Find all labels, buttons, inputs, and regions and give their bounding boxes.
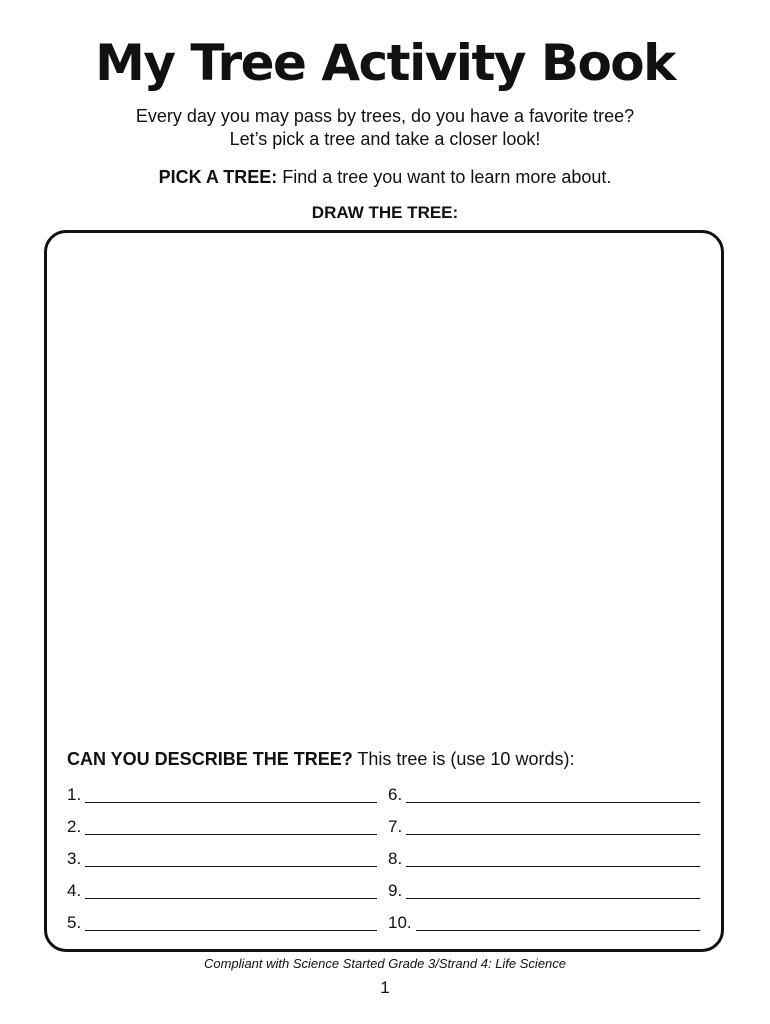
describe-label: CAN YOU DESCRIBE THE TREE? bbox=[67, 749, 353, 769]
answer-line bbox=[85, 801, 377, 803]
answer-field-4[interactable] bbox=[67, 879, 377, 901]
answer-number: 5. bbox=[67, 913, 82, 932]
answer-number: 3. bbox=[67, 849, 82, 868]
answer-line bbox=[85, 897, 377, 899]
pick-a-tree-instruction bbox=[0, 166, 770, 189]
answer-line bbox=[406, 865, 700, 867]
answer-line bbox=[406, 833, 700, 835]
answer-field-1[interactable] bbox=[67, 783, 377, 805]
answer-number: 4. bbox=[67, 881, 82, 900]
answer-number: 6. bbox=[388, 785, 403, 804]
draw-the-tree-label: DRAW THE TREE: bbox=[311, 203, 459, 222]
answer-field-6[interactable] bbox=[388, 783, 700, 805]
intro-line-1: Every day you may pass by trees, do you have a favorite tree? bbox=[135, 106, 635, 126]
answer-number: 8. bbox=[388, 849, 403, 868]
answer-line bbox=[416, 929, 700, 931]
answer-field-10[interactable] bbox=[388, 911, 700, 933]
describe-the-tree-prompt bbox=[67, 748, 574, 771]
answer-number: 1. bbox=[67, 785, 82, 804]
answer-field-9[interactable] bbox=[388, 879, 700, 901]
compliance-note: Compliant with Science Started Grade 3/Strand 4: Life Science bbox=[203, 956, 567, 971]
answer-number: 9. bbox=[388, 881, 403, 900]
answer-field-2[interactable] bbox=[67, 815, 377, 837]
answer-line bbox=[85, 865, 377, 867]
pick-a-tree-label: PICK A TREE: bbox=[158, 167, 278, 187]
answer-line bbox=[406, 801, 700, 803]
answer-field-5[interactable] bbox=[67, 911, 377, 933]
answer-number: 10. bbox=[388, 913, 412, 932]
pick-a-tree-text: Find a tree you want to learn more about. bbox=[277, 167, 612, 187]
answer-number: 7. bbox=[388, 817, 403, 836]
page-title: My Tree Activity Book bbox=[95, 34, 675, 92]
intro-line-2: Let’s pick a tree and take a closer look! bbox=[229, 129, 541, 149]
drawing-area[interactable] bbox=[44, 230, 724, 952]
answer-line bbox=[85, 929, 377, 931]
answer-field-3[interactable] bbox=[67, 847, 377, 869]
answer-line bbox=[85, 833, 377, 835]
answer-field-8[interactable] bbox=[388, 847, 700, 869]
describe-text: This tree is (use 10 words): bbox=[352, 749, 575, 769]
answer-line bbox=[406, 897, 700, 899]
answer-field-7[interactable] bbox=[388, 815, 700, 837]
page-number: 1 bbox=[380, 978, 390, 997]
answer-number: 2. bbox=[67, 817, 82, 836]
